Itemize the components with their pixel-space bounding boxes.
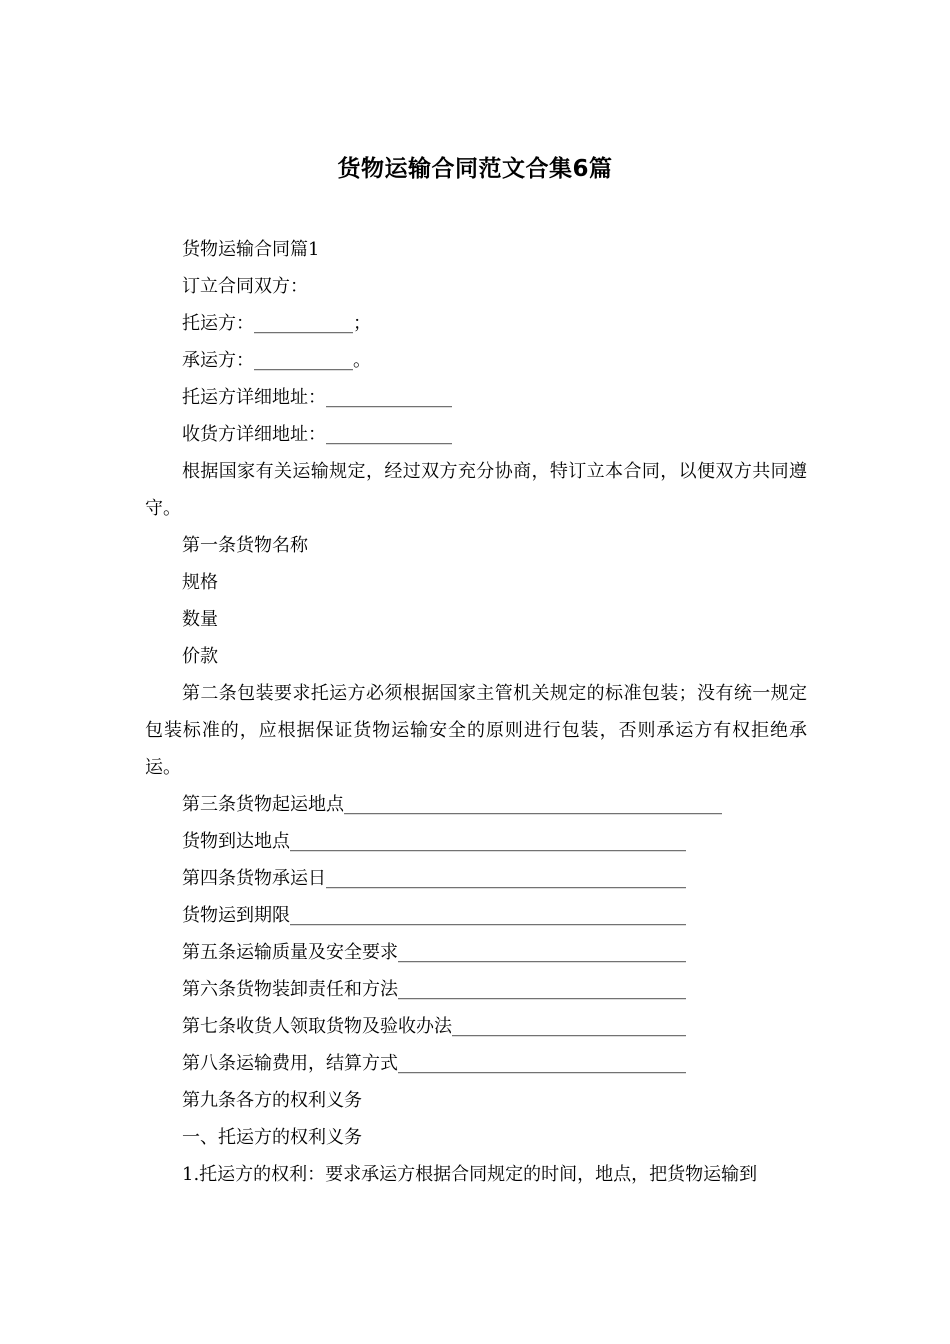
paragraph-quantity: 数量 bbox=[182, 609, 218, 630]
paragraph-article-4: 第四条货物承运日________________________________________ bbox=[182, 868, 686, 889]
paragraph-article-7: 第七条收货人领取货物及验收办法__________________________ bbox=[182, 1016, 686, 1037]
paragraph-arrival-place: 货物到达地点____________________________________________ bbox=[182, 831, 686, 852]
document-title: 货物运输合同范文合集6篇 bbox=[337, 156, 613, 182]
paragraph-article-2: 第二条包装要求托运方必须根据国家主管机关规定的标准包装；没有统一规定包装标准的，应根据保证货物运输安全的原则进行包装，否则承运方有权拒绝承运。 bbox=[145, 683, 807, 778]
paragraph-shipper-rights-heading: 一、托运方的权利义务 bbox=[182, 1127, 362, 1148]
document-body bbox=[145, 231, 807, 1193]
paragraph-consignee-address: 收货方详细地址：______________ bbox=[182, 424, 452, 445]
paragraph-article-3: 第三条货物起运地点__________________________________________ bbox=[182, 794, 722, 815]
paragraph-carrier: 承运方：___________。 bbox=[182, 350, 371, 371]
paragraph-article-5: 第五条运输质量及安全要求________________________________ bbox=[182, 942, 686, 963]
paragraph-shipper-rights-1: 1.托运方的权利：要求承运方根据合同规定的时间，地点，把货物运输到 bbox=[182, 1164, 758, 1185]
paragraph-spec: 规格 bbox=[182, 572, 218, 593]
paragraph-delivery-deadline: 货物运到期限____________________________________________ bbox=[182, 905, 686, 926]
paragraph-price: 价款 bbox=[182, 646, 218, 667]
paragraph-shipper: 托运方：___________； bbox=[182, 313, 371, 334]
paragraph-article-6: 第六条货物装卸责任和方法________________________________ bbox=[182, 979, 686, 1000]
paragraph-parties-heading: 订立合同双方： bbox=[182, 276, 308, 297]
paragraph-section-heading: 货物运输合同篇1 bbox=[182, 239, 320, 260]
paragraph-article-9: 第九条各方的权利义务 bbox=[182, 1090, 362, 1111]
paragraph-article-8: 第八条运输费用，结算方式________________________________ bbox=[182, 1053, 686, 1074]
paragraph-preamble: 根据国家有关运输规定，经过双方充分协商，特订立本合同，以便双方共同遵守。 bbox=[145, 461, 807, 519]
paragraph-shipper-address: 托运方详细地址：______________ bbox=[182, 387, 452, 408]
paragraph-article-1: 第一条货物名称 bbox=[182, 535, 308, 556]
